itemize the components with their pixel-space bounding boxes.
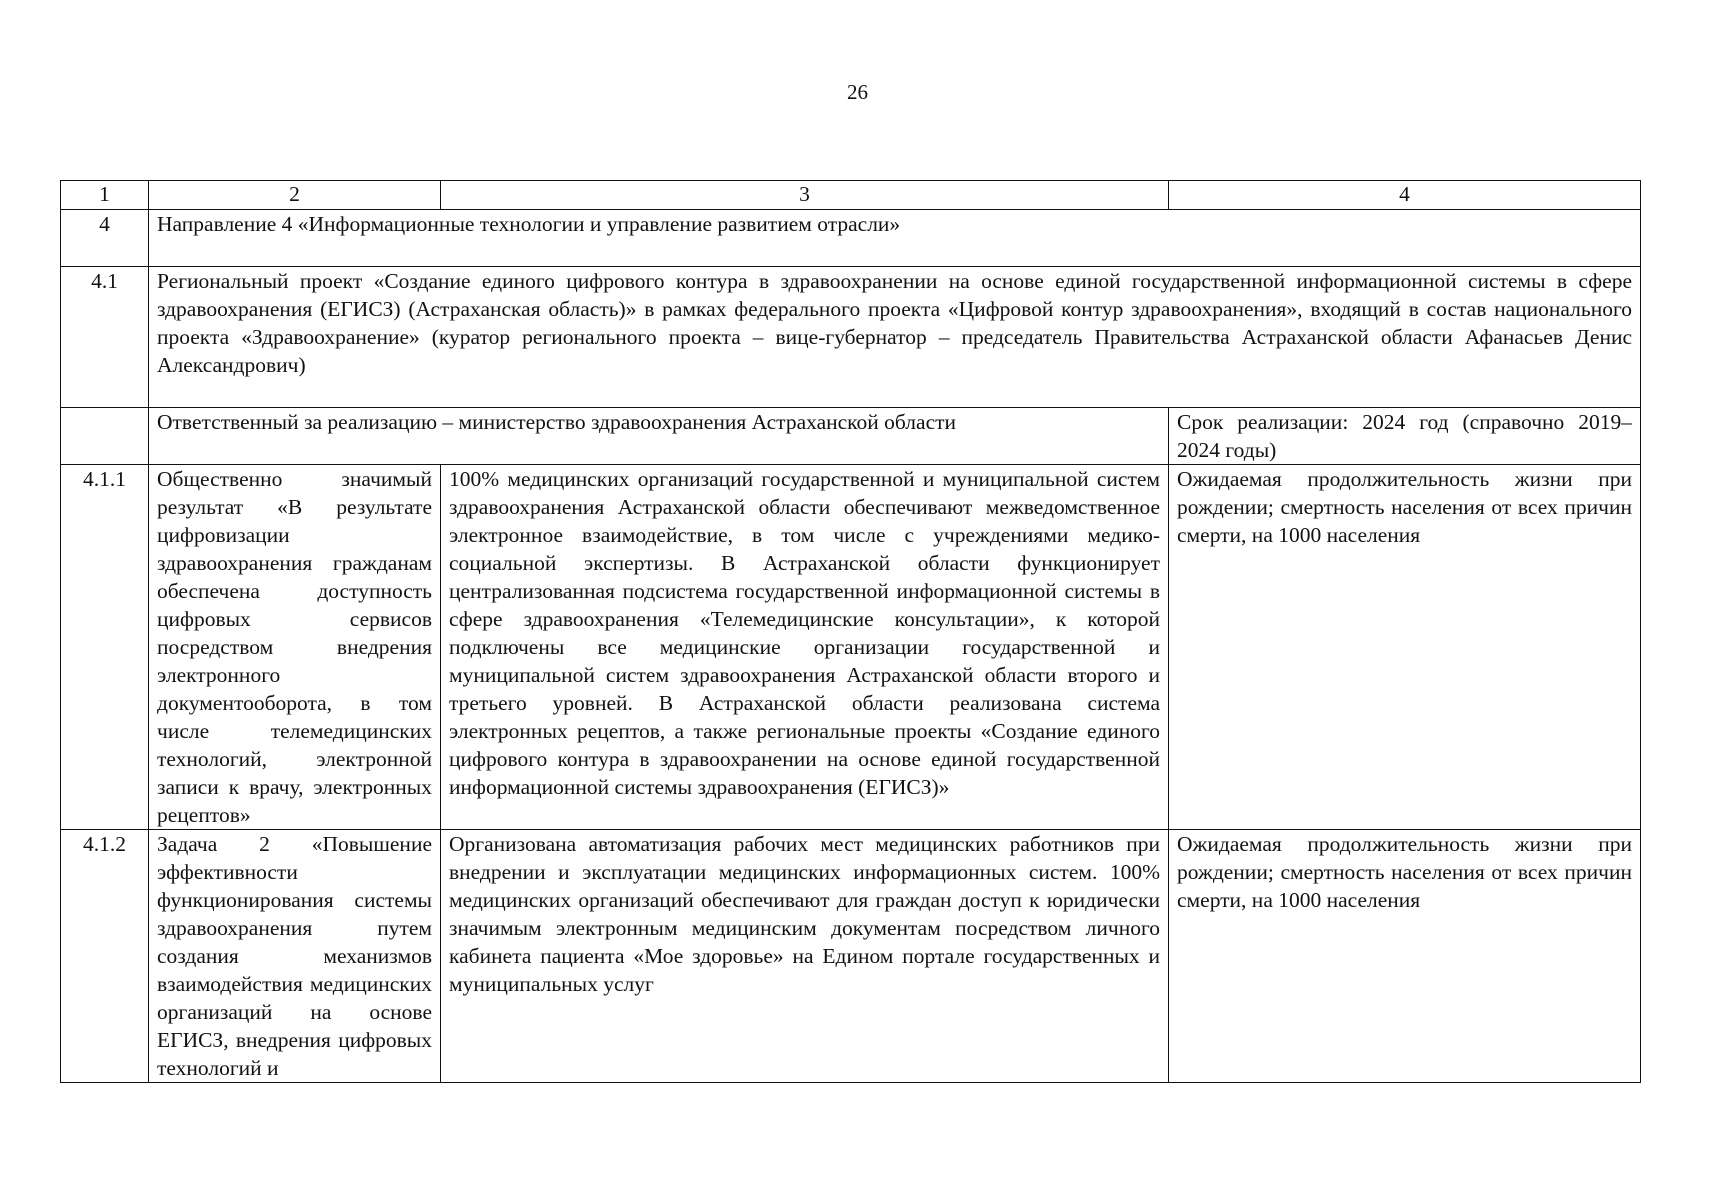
table-row-project bbox=[61, 267, 1641, 408]
implementation-term: Срок реализации: 2024 год (справочно 2019–2024 годы) bbox=[1169, 408, 1641, 465]
table-header-row bbox=[61, 181, 1641, 210]
table-row bbox=[61, 830, 1641, 1083]
table-row bbox=[61, 465, 1641, 830]
responsible-authority: Ответственный за реализацию – министерство здравоохранения Астраханской области bbox=[149, 408, 1169, 465]
page-number: 26 bbox=[847, 80, 868, 104]
responsible-number-empty bbox=[61, 408, 149, 465]
task-indicators: Ожидаемая продолжительность жизни при рождении; смертность населения от всех причин смерти, на 1000 населения bbox=[1169, 830, 1641, 1083]
column-number-1: 1 bbox=[61, 181, 149, 210]
column-number-4: 4 bbox=[1169, 181, 1641, 210]
project-number: 4.1 bbox=[61, 267, 149, 408]
result-characteristic: 100% медицинских организаций государственной и муниципальной систем здравоохранения Астраханской области обеспечивают межведомственное электронное взаимодействие, в том числе с учреждениями медико-социальной экспертизы. В Астраханской области функционирует централизованная подсистема государственной информационной системы в сфере здравоохранения «Телемедицинские консультации», к которой подключены все медицинские организации государственной и муниципальной систем здравоохранения Астраханской области второго и третьего уровней. В Астраханской области реализована система электронных рецептов, а также региональные проекты «Создание единого цифрового контура в здравоохранении на основе единой государственной информационной системы здравоохранения (ЕГИСЗ)» bbox=[441, 465, 1169, 830]
project-description: Региональный проект «Создание единого цифрового контура в здравоохранении на основе единой государственной информационной системы в сфере здравоохранения (ЕГИСЗ) (Астраханская область)» в рамках федерального проекта «Цифровой контур здравоохранения», входящий в состав национального проекта «Здравоохранение» (куратор регионального проекта – вице-губернатор – председатель Правительства Астраханской области Афанасьев Денис Александрович) bbox=[149, 267, 1641, 408]
direction-title: Направление 4 «Информационные технологии и управление развитием отрасли» bbox=[149, 210, 1641, 267]
table-row-responsible bbox=[61, 408, 1641, 465]
document-table bbox=[60, 180, 1641, 1083]
result-description: Общественно значимый результат «В результате цифровизации здравоохранения гражданам обеспечена доступность цифровых сервисов посредством внедрения электронного документооборота, в том числе телемедицинских технологий, электронной записи к врачу, электронных рецептов» bbox=[149, 465, 441, 830]
column-number-3: 3 bbox=[441, 181, 1169, 210]
task-description: Задача 2 «Повышение эффективности функционирования системы здравоохранения путем создания механизмов взаимодействия медицинских организаций на основе ЕГИСЗ, внедрения цифровых технологий и bbox=[149, 830, 441, 1083]
result-indicators: Ожидаемая продолжительность жизни при рождении; смертность населения от всех причин смерти, на 1000 населения bbox=[1169, 465, 1641, 830]
row-number: 4.1.2 bbox=[61, 830, 149, 1083]
direction-number: 4 bbox=[61, 210, 149, 267]
table-row-direction bbox=[61, 210, 1641, 267]
task-characteristic: Организована автоматизация рабочих мест медицинских работников при внедрении и эксплуатации медицинских информационных систем. 100% медицинских организаций обеспечивают для граждан доступ к юридически значимым электронным медицинским документам посредством личного кабинета пациента «Мое здоровье» на Едином портале государственных и муниципальных услуг bbox=[441, 830, 1169, 1083]
column-number-2: 2 bbox=[149, 181, 441, 210]
row-number: 4.1.1 bbox=[61, 465, 149, 830]
